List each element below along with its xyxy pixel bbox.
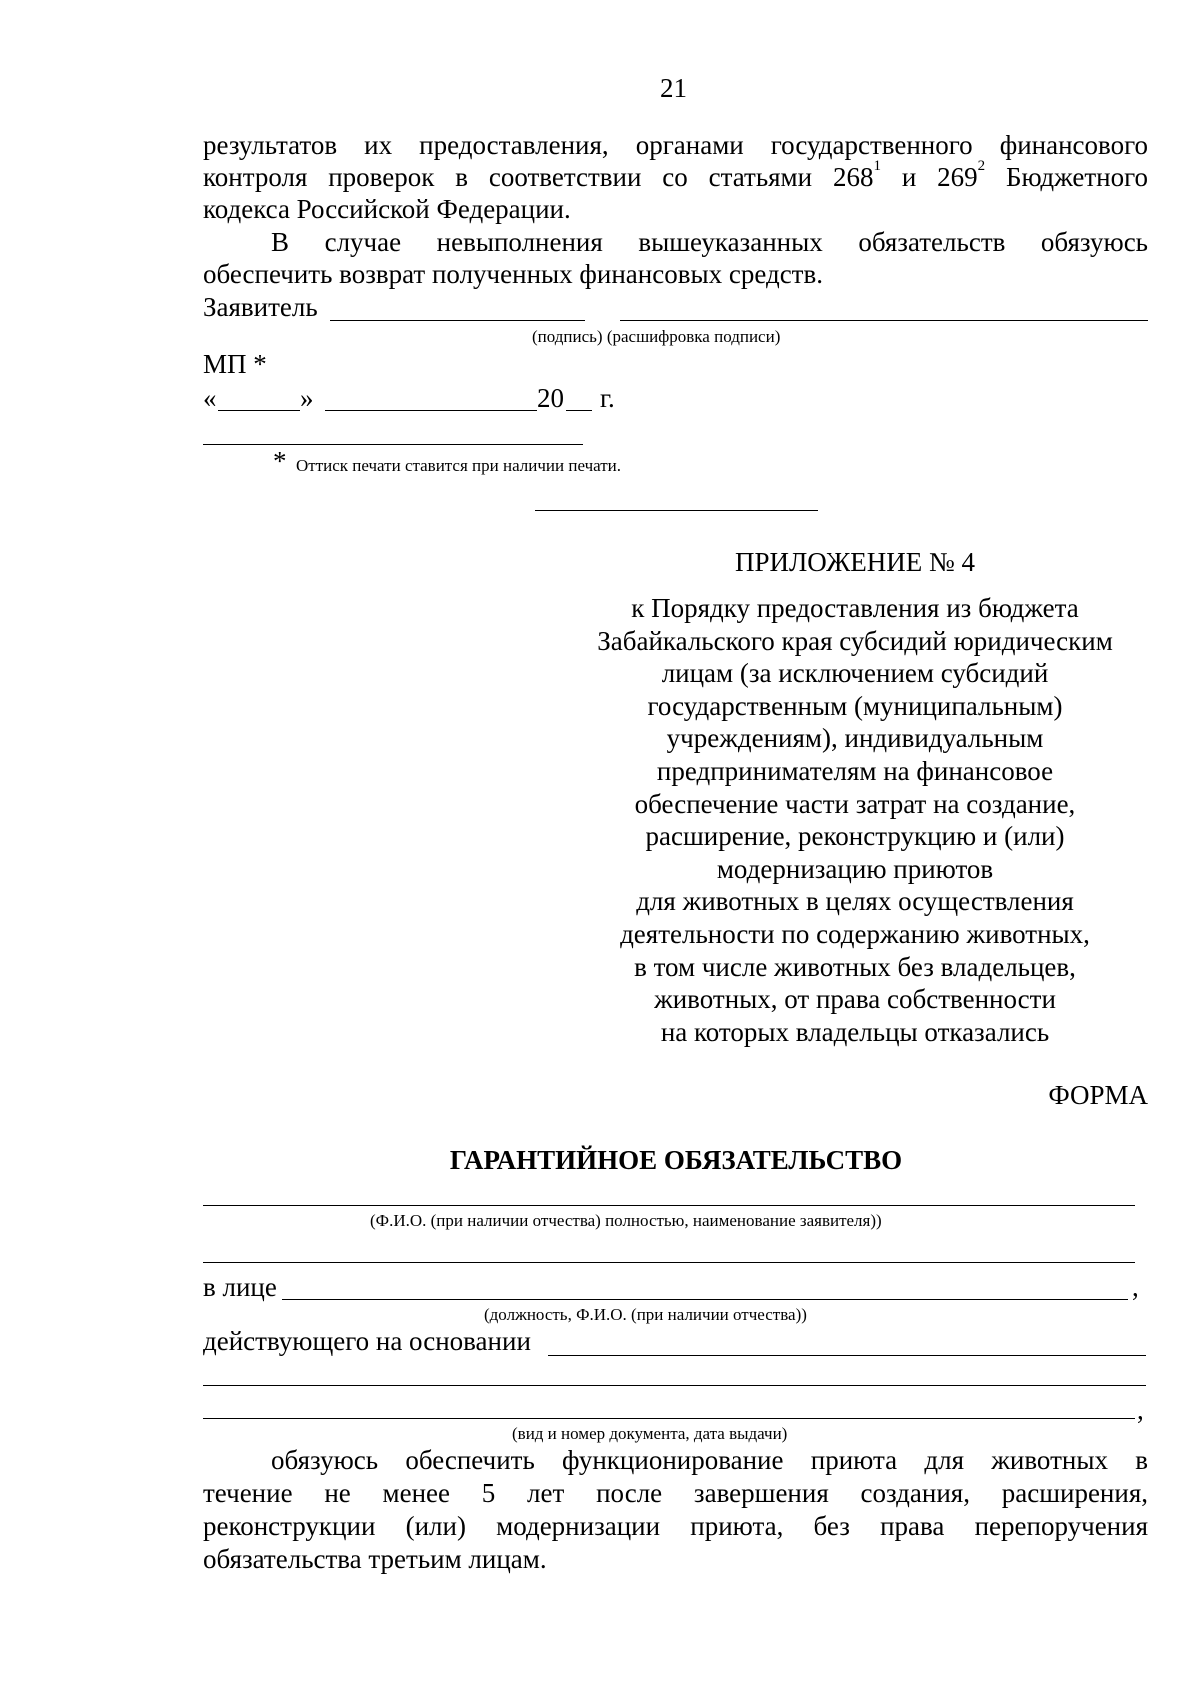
date-year-line <box>566 410 592 411</box>
signature-caption: (подпись) (расшифровка подписи) <box>532 327 781 346</box>
appendix-line: расширение, реконструкцию и (или) <box>645 821 1065 852</box>
signature-line <box>330 320 585 321</box>
top-paragraph-line-3: кодекса Российской Федерации. <box>203 194 571 224</box>
footnote-text: Оттиск печати ставится при наличии печати. <box>296 456 622 475</box>
obligation-line-1: В случае невыполнения вышеуказанных обязательств обязуюсь <box>271 227 1148 257</box>
form-label: ФОРМА <box>1048 1080 1148 1110</box>
date-year: 20 <box>537 383 564 413</box>
appendix-line: лицам (за исключением субсидий <box>661 658 1049 689</box>
appendix-line: государственным (муниципальным) <box>647 690 1063 721</box>
obligation-line-2: обеспечить возврат полученных финансовых средств. <box>203 259 823 289</box>
appendix-title <box>560 546 1150 579</box>
document-title: ГАРАНТИЙНОЕ ОБЯЗАТЕЛЬСТВО <box>449 1145 903 1175</box>
appendix-line: животных, от права собственности <box>654 984 1056 1015</box>
section-divider <box>535 510 818 511</box>
appendix-line: модернизацию приютов <box>716 853 994 884</box>
basis-comma: , <box>1137 1395 1144 1425</box>
footnote-sup-1: 1 <box>873 158 881 174</box>
date-close-quote: » <box>300 383 314 413</box>
appendix-line: учреждениям), индивидуальным <box>666 723 1044 754</box>
date-suffix: г. <box>600 383 615 413</box>
appendix-line: для животных в целях осуществления <box>636 886 1074 917</box>
basis-line-2[interactable] <box>203 1385 1146 1386</box>
date-month-line <box>325 410 537 411</box>
in-person-comma: , <box>1132 1272 1139 1302</box>
applicant-label: Заявитель <box>203 292 318 322</box>
appendix-line: в том числе животных без владельцев, <box>634 951 1076 982</box>
applicant-name-line-2[interactable] <box>203 1262 1135 1263</box>
top-paragraph-line-1: результатов их предоставления, органами государственного финансового <box>203 130 1148 160</box>
top-paragraph-line-2 <box>203 158 1148 193</box>
in-person-label: в лице <box>203 1272 277 1302</box>
date-day-line <box>218 410 300 411</box>
position-caption: (должность, Ф.И.О. (при наличии отчества)) <box>484 1305 807 1324</box>
page-number: 21 <box>660 73 687 103</box>
commitment-line-2: течение не менее 5 лет после завершения создания, расширения, <box>203 1478 1148 1508</box>
appendix-line: предпринимателям на финансовое <box>656 755 1054 786</box>
appendix-line: деятельности по содержанию животных, <box>620 918 1090 949</box>
appendix-title-text: ПРИЛОЖЕНИЕ № 4 <box>734 547 976 577</box>
appendix-line: Забайкальского края субсидий юридическим <box>597 625 1113 656</box>
line2-part-b: и 269 <box>880 162 978 192</box>
appendix-line: к Порядку предоставления из бюджета <box>631 593 1079 623</box>
basis-line-3[interactable] <box>203 1418 1135 1419</box>
commitment-line-1: обязуюсь обеспечить функционирование приюта для животных в <box>271 1445 1148 1475</box>
appendix-line: на которых владельцы отказались <box>660 1016 1050 1047</box>
footnote-sup-2: 2 <box>977 158 986 174</box>
applicant-name-line[interactable] <box>203 1205 1135 1206</box>
applicant-name-caption: (Ф.И.О. (при наличии отчества) полностью, наименование заявителя)) <box>370 1211 882 1230</box>
basis-label: действующего на основании <box>203 1326 531 1356</box>
basis-line[interactable] <box>548 1355 1146 1356</box>
footnote-marker: * <box>273 446 287 476</box>
appendix-line: обеспечение части затрат на создание, <box>634 788 1076 819</box>
line2-part-c: Бюджетного <box>985 162 1148 192</box>
footnote-separator <box>203 444 583 445</box>
commitment-line-4: обязательства третьим лицам. <box>203 1544 547 1574</box>
signature-decoding-line <box>620 320 1148 321</box>
document-caption: (вид и номер документа, дата выдачи) <box>512 1424 788 1443</box>
in-person-line[interactable] <box>282 1299 1128 1300</box>
appendix-description <box>560 592 1150 1048</box>
line2-part-a: контроля проверок в соответствии со статьями 268 <box>203 162 874 192</box>
commitment-line-3: реконструкции (или) модернизации приюта, без права перепоручения <box>203 1511 1148 1541</box>
date-open-quote: « <box>203 383 217 413</box>
stamp-label: МП * <box>203 349 267 379</box>
